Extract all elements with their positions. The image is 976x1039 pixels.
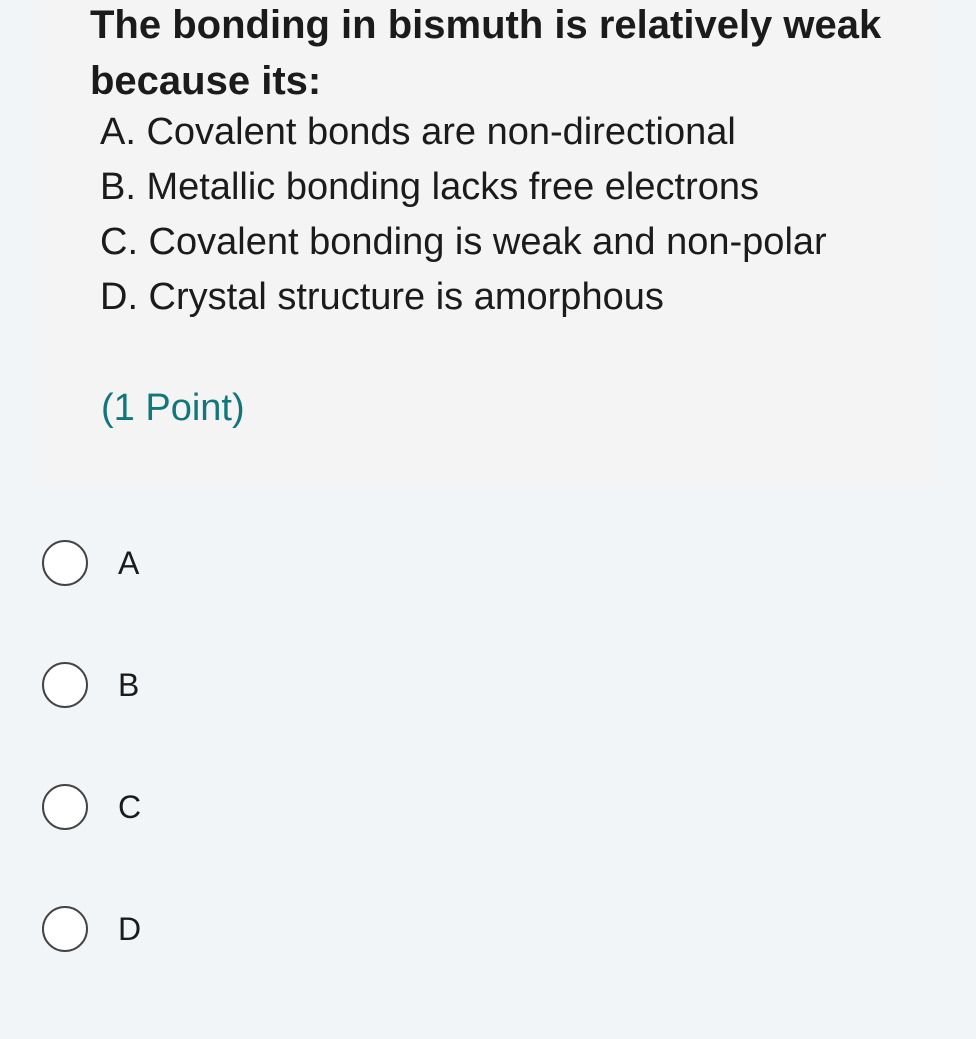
choice-c-label[interactable]: C [118,789,142,825]
choice-d[interactable] [42,906,542,1028]
option-b-text: B. Metallic bonding lacks free electrons [100,166,759,208]
question-title: The bonding in bismuth is relatively weak because its: [90,3,882,103]
radio-button-icon[interactable] [42,662,88,708]
answer-choices [42,540,542,1028]
choice-b-label[interactable]: B [118,667,140,703]
option-a-text: A. Covalent bonds are non-directional [100,111,736,153]
answer-options-list [90,105,910,325]
radio-button-icon[interactable] [42,784,88,830]
option-c-text: C. Covalent bonding is weak and non-polar [100,221,827,263]
radio-button-icon[interactable] [42,906,88,952]
choice-a[interactable] [42,540,542,662]
choice-b[interactable] [42,662,542,784]
choice-c[interactable] [42,784,542,906]
choice-a-label[interactable]: A [118,545,140,581]
points-label: (1 Point) [101,387,245,429]
radio-button-icon[interactable] [42,540,88,586]
option-d-text: D. Crystal structure is amorphous [100,276,664,318]
choice-d-label[interactable]: D [118,911,142,947]
question-card [34,0,940,486]
